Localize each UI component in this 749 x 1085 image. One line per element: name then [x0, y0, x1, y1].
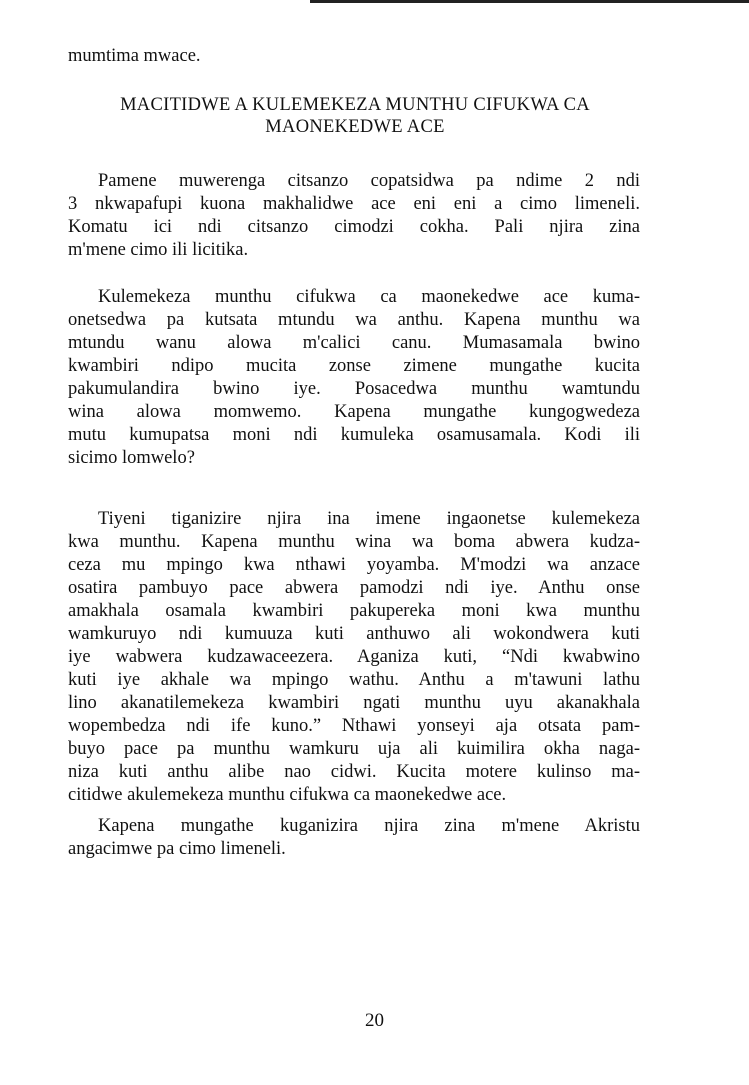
text-line: kuti iye akhale wa mpingo wathu. Anthu a m'tawuni lathu — [68, 670, 640, 690]
paragraph-1 — [68, 170, 640, 262]
text-line: onetsedwa pa kutsata mtundu wa anthu. Kapena munthu wa — [68, 310, 640, 330]
text-line: amakhala osamala kwambiri pakupereka moni kwa munthu — [68, 601, 640, 621]
text-line: lino akanatilemekeza kwambiri ngati munthu uyu akanakhala — [68, 693, 640, 713]
lead-text — [68, 45, 640, 68]
text-line: mutu kumupatsa moni ndi kumuleka osamusamala. Kodi ili — [68, 425, 640, 445]
text-line: pakumulandira bwino iye. Posacedwa munthu wamtundu — [68, 379, 640, 399]
text-line: ceza mu mpingo kwa nthawi yoyamba. M'modzi wa anzace — [68, 555, 640, 575]
top-rule — [310, 0, 749, 3]
text-line: osatira pambuyo pace abwera pamodzi ndi iye. Anthu onse — [68, 578, 640, 598]
text-line: citidwe akulemekeza munthu cifukwa ca maonekedwe ace. — [68, 785, 507, 805]
text-line: mumtima mwace. — [68, 46, 201, 66]
text-line: Tiyeni tiganizire njira ina imene ingaonetse kulemekeza — [98, 509, 640, 529]
paragraph-2 — [68, 286, 640, 470]
text-line: Kapena mungathe kuganizira njira zina m'mene Akristu — [98, 816, 640, 836]
text-line: m'mene cimo ili licitika. — [68, 240, 249, 260]
page-number: 20 — [365, 1010, 384, 1031]
text-line: sicimo lomwelo? — [68, 448, 195, 468]
text-line: buyo pace pa munthu wamkuru uja ali kuimilira okha naga- — [68, 739, 640, 759]
text-line: wamkuruyo ndi kumuuza kuti anthuwo ali wokondwera kuti — [68, 624, 640, 644]
text-line: wopembedza ndi ife kuno.” Nthawi yonseyi aja otsata pam- — [68, 716, 640, 736]
heading-line: MAONEKEDWE ACE — [265, 117, 445, 137]
text-line: 3 nkwapafupi kuona makhalidwe ace eni eni a cimo limeneli. — [68, 194, 640, 214]
text-line: Kulemekeza munthu cifukwa ca maonekedwe ace kuma- — [98, 287, 640, 307]
paragraph-3 — [68, 508, 640, 807]
text-line: kwa munthu. Kapena munthu wina wa boma abwera kudza- — [68, 532, 640, 552]
text-line: wina alowa momwemo. Kapena mungathe kungogwedeza — [68, 402, 640, 422]
section-heading — [60, 94, 650, 138]
text-line: Komatu ici ndi citsanzo cimodzi cokha. Pali njira zina — [68, 217, 640, 237]
text-line: mtundu wanu alowa m'calici canu. Mumasamala bwino — [68, 333, 640, 353]
text-line: niza kuti anthu alibe nao cidwi. Kucita motere kulinso ma- — [68, 762, 640, 782]
text-line: kwambiri ndipo mucita zonse zimene mungathe kucita — [68, 356, 640, 376]
text-line: angacimwe pa cimo limeneli. — [68, 839, 286, 859]
heading-line: MACITIDWE A KULEMEKEZA MUNTHU CIFUKWA CA — [120, 95, 590, 115]
text-line: Pamene muwerenga citsanzo copatsidwa pa ndime 2 ndi — [98, 171, 640, 191]
paragraph-4 — [68, 815, 640, 861]
text-line: iye wabwera kudzawaceezera. Aganiza kuti, “Ndi kwabwino — [68, 647, 640, 667]
